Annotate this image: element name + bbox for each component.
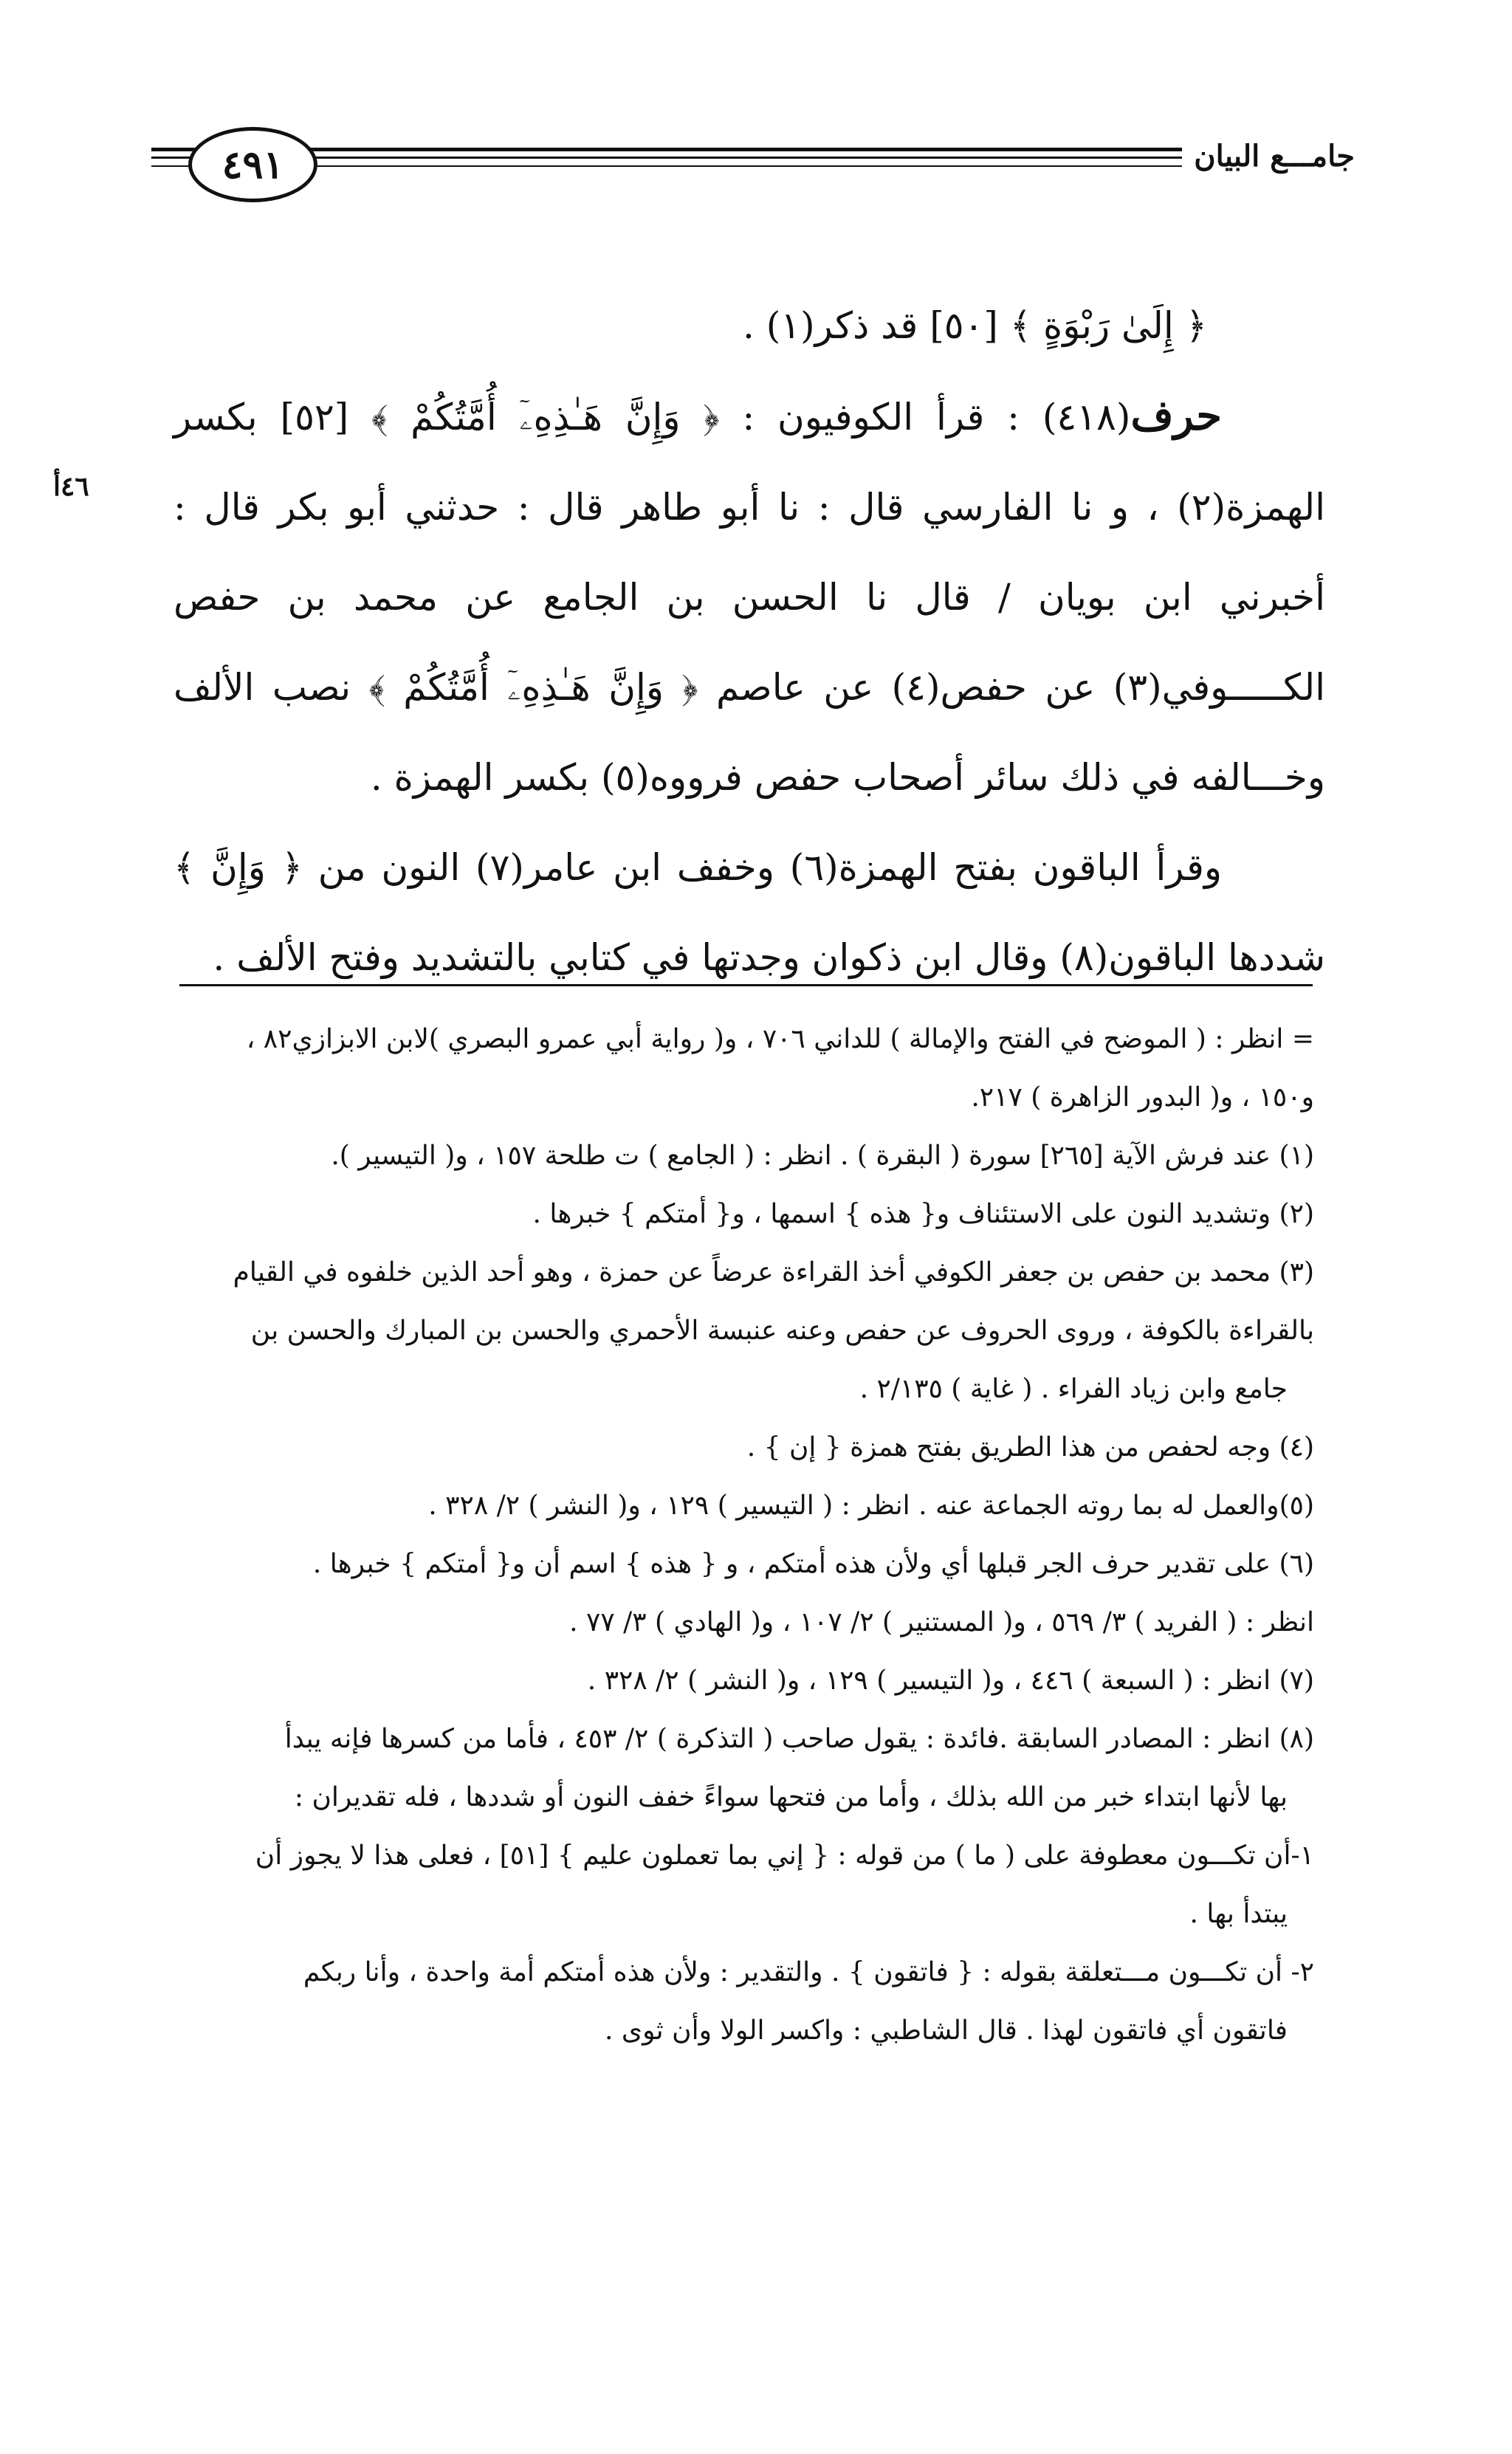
footnote-1: (١) عند فرش الآية [٢٦٥] سورة ( البقرة ) . انظر : ( الجامع ) ت طلحة ١٥٧ ، و( التيسير ). [331, 1141, 1314, 1171]
text-paragraph [173, 371, 1325, 822]
footnote-line: ١-أن تكـــون معطوفة على ( ما ) من قوله : { إني بما تعملون عليم } [٥١] ، فعلى هذا لا يجوز أن [255, 1841, 1314, 1871]
footnote-3: (٣) محمد بن حفص بن جعفر الكوفي أخذ القراءة عرضاً عن حمزة ، وهو أحد الذين خلفوه في القيام [233, 1257, 1314, 1288]
text-paragraph: وقرأ الباقون بفتح الهمزة(٦) وخفف ابن عامر(٧) النون من ﴿ وَإِنَّ ﴾ شددها الباقون(٨) وقال ابن ذكوان وجدتها في كتابي بالتشديد وفتح الألف . [173, 846, 1325, 979]
header-rule [151, 157, 1347, 159]
main-text [173, 281, 1325, 1003]
footnote-line: = انظر : ( الموضح في الفتح والإمالة ) للداني ٧٠٦ ، و( رواية أبي عمرو البصري )لابن الابزازي٨٢ ، [246, 1024, 1314, 1054]
footnote-line: بالقراءة بالكوفة ، وروى الحروف عن حفص وعنه عنبسة الأحمري والحسن بن المبارك والحسن بن [250, 1316, 1314, 1346]
footnote-5: (٥)والعمل له بما روته الجماعة عنه . انظر : ( التيسير ) ١٢٩ ، و( النشر ) ٢/ ٣٢٨ . [428, 1491, 1314, 1521]
footnote-4: (٤) وجه لحفص من هذا الطريق بفتح همزة { إن } . [746, 1432, 1314, 1463]
footnote-line: فاتقون أي فاتقون لهذا . قال الشاطبي : واكسر الولا وأن ثوى . [605, 2015, 1288, 2046]
page-header [151, 111, 1355, 207]
text-line: ﴿ إِلَىٰ رَبْوَةٍ ﴾ [٥٠] قد ذكر(١) . [742, 304, 1207, 347]
page-number: ٤٩١ [188, 127, 317, 202]
header-rule [151, 148, 1347, 151]
footnote-8: (٨) انظر : المصادر السابقة .فائدة : يقول صاحب ( التذكرة ) ٢/ ٤٥٣ ، فأما من كسرها فإنه يبدأ [284, 1724, 1314, 1754]
book-title: جامـــع البيان [1182, 127, 1355, 186]
footnote-line: يبتدأ بها . [1189, 1899, 1288, 1929]
footnote-line: انظر : ( الفريد ) ٣/ ٥٦٩ ، و( المستنير ) ٢/ ١٠٧ ، و( الهادي ) ٣/ ٧٧ . [569, 1607, 1314, 1637]
footnote-7: (٧) انظر : ( السبعة ) ٤٤٦ ، و( التيسير ) ١٢٩ ، و( النشر ) ٢/ ٣٢٨ . [587, 1666, 1314, 1696]
footnote-line: ٢- أن تكـــون مـــتعلقة بقوله : { فاتقون } . والتقدير : ولأن هذه أمتكم أمة واحدة ، وأنا ربكم [303, 1957, 1314, 1987]
footnote-line: جامع وابن زياد الفراء . ( غاية ) ٢/١٣٥ . [859, 1374, 1288, 1404]
footnote-line: بها لأنها ابتداء خبر من الله بذلك ، وأما من فتحها سواءً خفف النون أو شددها ، فله تقديران : [294, 1782, 1288, 1812]
footnote-line: و١٥٠ ، و( البدور الزاهرة ) ٢١٧. [971, 1082, 1314, 1113]
section-word: حرف [1130, 391, 1223, 440]
footnote-2: (٢) وتشديد النون على الاستئناف و{ هذه } اسمها ، و{ أمتكم } خبرها . [532, 1199, 1314, 1229]
paragraph-text: (٤١٨) : قرأ الكوفيون : ﴿ وَإِنَّ هَـٰذِهِۦٓ أُمَّتُكُمْ ﴾ [٥٢] بكسر الهمزة(٢) ، و نا الفارسي قال : نا أبو طاهر قال : حدثني أبو بكر قال : أخبرني ابن بويان / قال نا الحسن بن الجامع عن محمد بن حفص الكـــــوفي(٣) عن حفص(٤) عن عاصم ﴿ وَإِنَّ هَـٰذِهِۦٓ أُمَّتُكُمْ ﴾ نصب الألف وخـــالفه في ذلك سائر أصحاب حفص فرووه(٥) بكسر الهمزة . [173, 396, 1325, 799]
footnotes [162, 1010, 1314, 2060]
footnote-6: (٦) على تقدير حرف الجر قبلها أي ولأن هذه أمتكم ، و { هذه } اسم أن و{ أمتكم } خبرها . [312, 1549, 1314, 1579]
footnote-divider [179, 984, 1313, 986]
header-rule [151, 165, 1347, 167]
margin-reference: ٤٦أ [53, 471, 89, 502]
